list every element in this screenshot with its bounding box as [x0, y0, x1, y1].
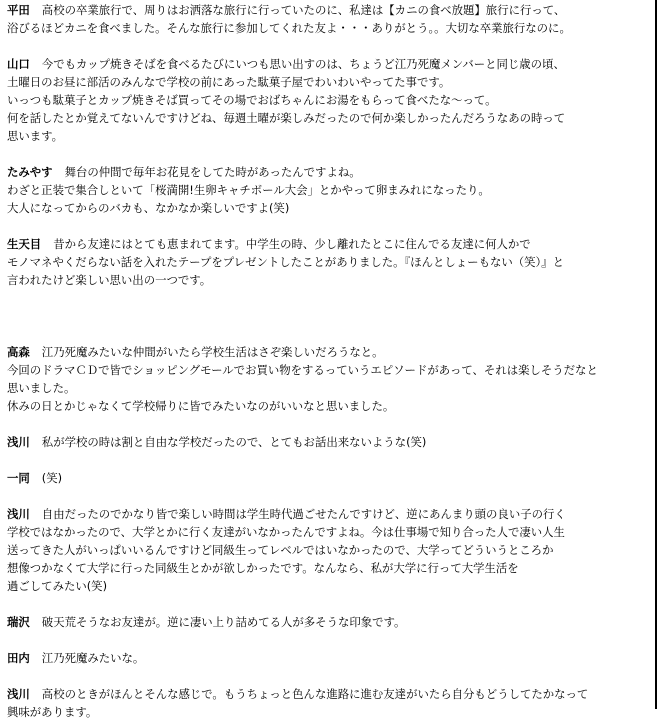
- interview-entry: [7, 685, 655, 721]
- statement-line: 浴びるほどカニを食べました。そんな旅行に参加してくれた友よ・・・ありがとう。。大切な卒業旅行なのに。: [7, 21, 571, 35]
- speaker-name: 浅川: [7, 687, 30, 701]
- speaker-name: 瑞沢: [7, 615, 30, 629]
- speaker-name: 一同: [7, 471, 30, 485]
- statement-line: 土曜日のお昼に部活のみんなで学校の前にあった駄菓子屋でわいわいやってた事です。: [7, 75, 451, 89]
- statement-line: 私が学校の時は割と自由な学校だったので、とてもお話出来ないような(笑): [41, 435, 427, 449]
- speaker-name: たみやす: [7, 165, 53, 179]
- spacer: [7, 325, 655, 343]
- interview-entry: [7, 1, 655, 37]
- interview-entry: [7, 433, 655, 451]
- spacer: [7, 667, 655, 685]
- statement-line: 江乃死魔みたいな。: [41, 651, 145, 665]
- speaker-name: 山口: [7, 57, 30, 71]
- spacer: [7, 451, 655, 469]
- spacer: [7, 487, 655, 505]
- statement-line: 休みの日とかじゃなくて学校帰りに皆でみたいなのがいいなと思いました。: [7, 399, 395, 413]
- interview-entry: [7, 343, 655, 415]
- speaker-name: 高森: [7, 345, 30, 359]
- spacer: [7, 289, 655, 307]
- statement-line: 過ごしてみたい(笑): [7, 579, 108, 593]
- spacer: [7, 37, 655, 55]
- statement-line: 高校の卒業旅行で、周りはお洒落な旅行に行っていたのに、私達は【カニの食べ放題】旅行に行って、: [41, 3, 566, 17]
- statement-line: 昔から友達にはとても恵まれてます。中学生の時、少し離れたとこに住んでる友達に何人かで: [53, 237, 531, 251]
- interview-entry: [7, 235, 655, 289]
- statement-line: 興味があります。: [7, 705, 98, 719]
- statement-line: 学校ではなかったので、大学とかに行く友達がいなかったんですよね。今は仕事場で知り合った人で凄い人生: [7, 525, 565, 539]
- spacer: [7, 307, 655, 325]
- statement-line: 破天荒そうなお友達が。逆に凄い上り詰めてる人が多そうな印象です。: [41, 615, 406, 629]
- spacer: [7, 217, 655, 235]
- statement-line: 今でもカップ焼きそばを食べるたびにいつも思い出すのは、ちょうど江乃死魔メンバーと同じ歳の頃、: [41, 57, 565, 71]
- speaker-name: 平田: [7, 3, 30, 17]
- statement-line: 今回のドラマＣＤで皆でショッピングモールでお買い物をするっていうエピソードがあって、それは楽しそうだなと: [7, 363, 598, 377]
- speaker-name: 浅川: [7, 435, 30, 449]
- speaker-name: 田内: [7, 651, 30, 665]
- statement-line: わざと正装で集合しといて「桜満開!生卵キャチボール大会」とかやって卵まみれになったり。: [7, 183, 490, 197]
- statement-line: モノマネやくだらない話を入れたテープをプレゼントしたことがありました。『ほんとしょーもない（笑）』と: [7, 255, 564, 269]
- statement-line: 高校のときがほんとそんな感じで。もうちょっと色んな進路に進む友達がいたら自分もどうしてたかなって: [41, 687, 589, 701]
- statement-line: 大人になってからのバカも、なかなか楽しいですよ(笑): [7, 201, 290, 215]
- interview-entry: [7, 649, 655, 667]
- statement-line: 何を話したとか覚えてないんですけどね、毎週土曜が楽しみだったので何か楽しかったんだろうなあの時って: [7, 111, 566, 125]
- statement-line: 送ってきた人がいっぱいいるんですけど同級生ってレベルではいなかったので、大学ってどういうところか: [7, 543, 554, 557]
- interview-entry: [7, 163, 655, 217]
- statement-line: 自由だったのでかなり皆で楽しい時間は学生時代過ごせたんですけど、逆にあんまり頭の良い子の行く: [41, 507, 566, 521]
- interview-entry: [7, 505, 655, 595]
- statement-line: (笑): [41, 471, 63, 485]
- statement-line: 舞台の仲間で毎年お花見をしてた時があったんですよね。: [64, 165, 361, 179]
- statement-line: 思います。: [7, 129, 64, 143]
- interview-entry: [7, 469, 655, 487]
- statement-line: 言われたけど楽しい思い出の一つです。: [7, 273, 212, 287]
- statement-line: 想像つかなくて大学に行った同級生とかが欲しかったです。なんなら、私が大学に行って大学生活を: [7, 561, 519, 575]
- spacer: [7, 415, 655, 433]
- speaker-name: 生天目: [7, 237, 42, 251]
- spacer: [7, 631, 655, 649]
- spacer: [7, 595, 655, 613]
- interview-entry: [7, 55, 655, 145]
- spacer: [7, 145, 655, 163]
- speaker-name: 浅川: [7, 507, 30, 521]
- statement-line: 江乃死魔みたいな仲間がいたら学校生活はさぞ楽しいだろうなと。: [41, 345, 384, 359]
- statement-line: いっつも駄菓子とカップ焼きそば買ってその場でおばちゃんにお湯をもらって食べたな～って。: [7, 93, 497, 107]
- statement-line: 思いました。: [7, 381, 76, 395]
- interview-entry: [7, 613, 655, 631]
